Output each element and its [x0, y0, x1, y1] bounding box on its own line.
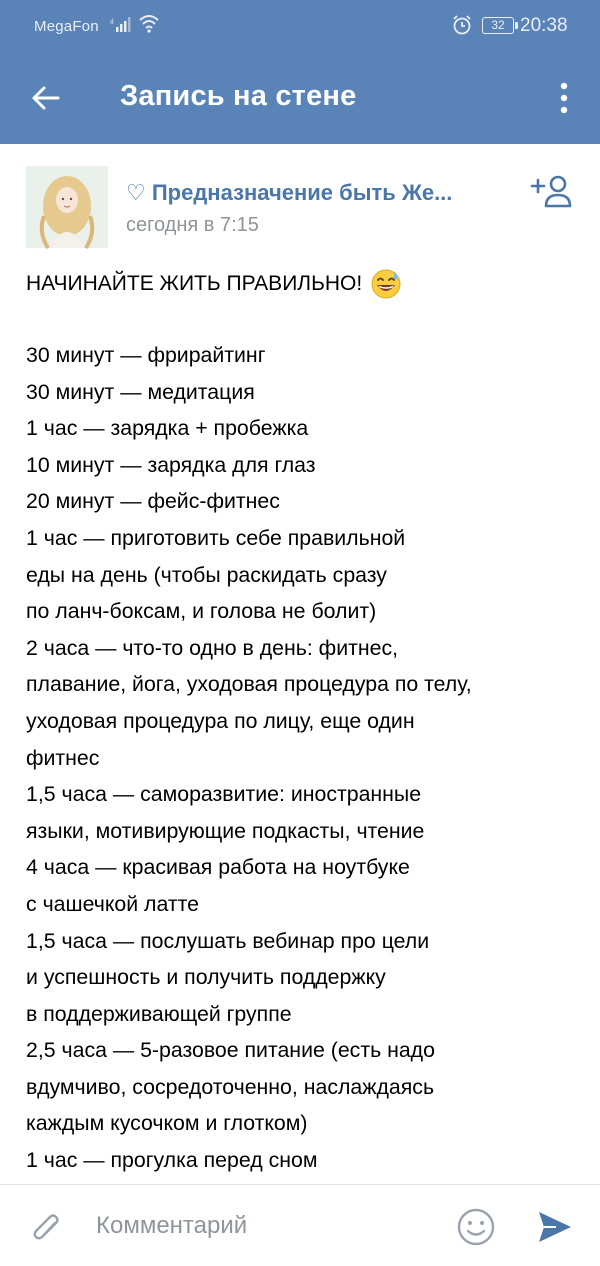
grinning-sweat-emoji-icon [370, 268, 402, 300]
add-friend-icon[interactable] [530, 174, 574, 208]
carrier-name: MegaFon [34, 18, 99, 35]
wifi-icon [138, 13, 160, 33]
post-text-line: еды на день (чтобы раскидать сразу [26, 562, 387, 587]
svg-text:ıl: ıl [110, 19, 114, 26]
post-headline [26, 268, 576, 300]
post-text-line: 20 минут — фейс-фитнес [26, 489, 280, 514]
post-text-line: 1,5 часа — саморазвитие: иностранные [26, 782, 422, 807]
post-text-line: 30 минут — медитация [26, 379, 255, 404]
post-text-line: 4 часа — красивая работа на ноутбуке [26, 855, 410, 880]
post-text-line: плавание, йога, уходовая процедура по телу, [26, 672, 472, 697]
status-bar [0, 0, 600, 52]
post-date: сегодня в 7:15 [126, 214, 259, 236]
post-text-line: 2 часа — что-то одно в день: фитнес, [26, 635, 399, 660]
group-avatar[interactable] [26, 166, 108, 248]
post-text-line: 1 час — зарядка + пробежка [26, 416, 309, 441]
avatar-illustration-icon [26, 166, 108, 248]
post-text-line: 1 час — приготовить себе правильной [26, 525, 406, 550]
post-text-line: 1,5 часа — послушать вебинар про цели [26, 928, 430, 953]
send-icon[interactable] [536, 1209, 574, 1245]
post-text-line: по ланч-боксам, и голова не болит) [26, 599, 377, 624]
post-text-line: уходовая процедура по лицу, еще один [26, 708, 415, 733]
alarm-icon [452, 14, 472, 36]
post-text-line: фитнес [26, 745, 100, 770]
post-text-line: языки, мотивирующие подкасты, чтение [26, 818, 425, 843]
post-card [0, 144, 600, 1184]
post-text [26, 337, 586, 1215]
post-text-line: и успешность и получить поддержку [26, 965, 386, 990]
attach-icon[interactable] [30, 1209, 64, 1245]
battery-icon: 32 [482, 17, 514, 34]
post-text-line: 2,5 часа — 5-разовое питание (есть надо [26, 1038, 435, 1063]
post-text-line: в поддерживающей группе [26, 1001, 292, 1026]
post-text-line: с чашечкой латте [26, 891, 199, 916]
comment-bar [0, 1184, 600, 1266]
post-headline-text: НАЧИНАЙТЕ ЖИТЬ ПРАВИЛЬНО! [26, 272, 363, 295]
smile-icon[interactable] [456, 1207, 496, 1247]
back-arrow-icon[interactable] [30, 82, 62, 114]
status-time: 20:38 [520, 15, 568, 36]
comment-input[interactable] [96, 1207, 436, 1245]
post-text-line: вдумчиво, сосредоточенно, наслаждаясь [26, 1074, 435, 1099]
post-text-line: 10 минут — зарядка для глаз [26, 452, 316, 477]
page-title: Запись на стене [120, 80, 357, 112]
post-text-line: 30 минут — фрирайтинг [26, 343, 266, 367]
header-bar [0, 52, 600, 144]
post-text-line: каждым кусочком и глотком) [26, 1111, 308, 1136]
group-name-link[interactable]: ♡ Предназначение быть Же... [126, 180, 453, 205]
post-text-line: 1 час — прогулка перед сном [26, 1148, 318, 1173]
signal-icon [110, 15, 132, 33]
more-vertical-icon[interactable] [550, 80, 578, 116]
